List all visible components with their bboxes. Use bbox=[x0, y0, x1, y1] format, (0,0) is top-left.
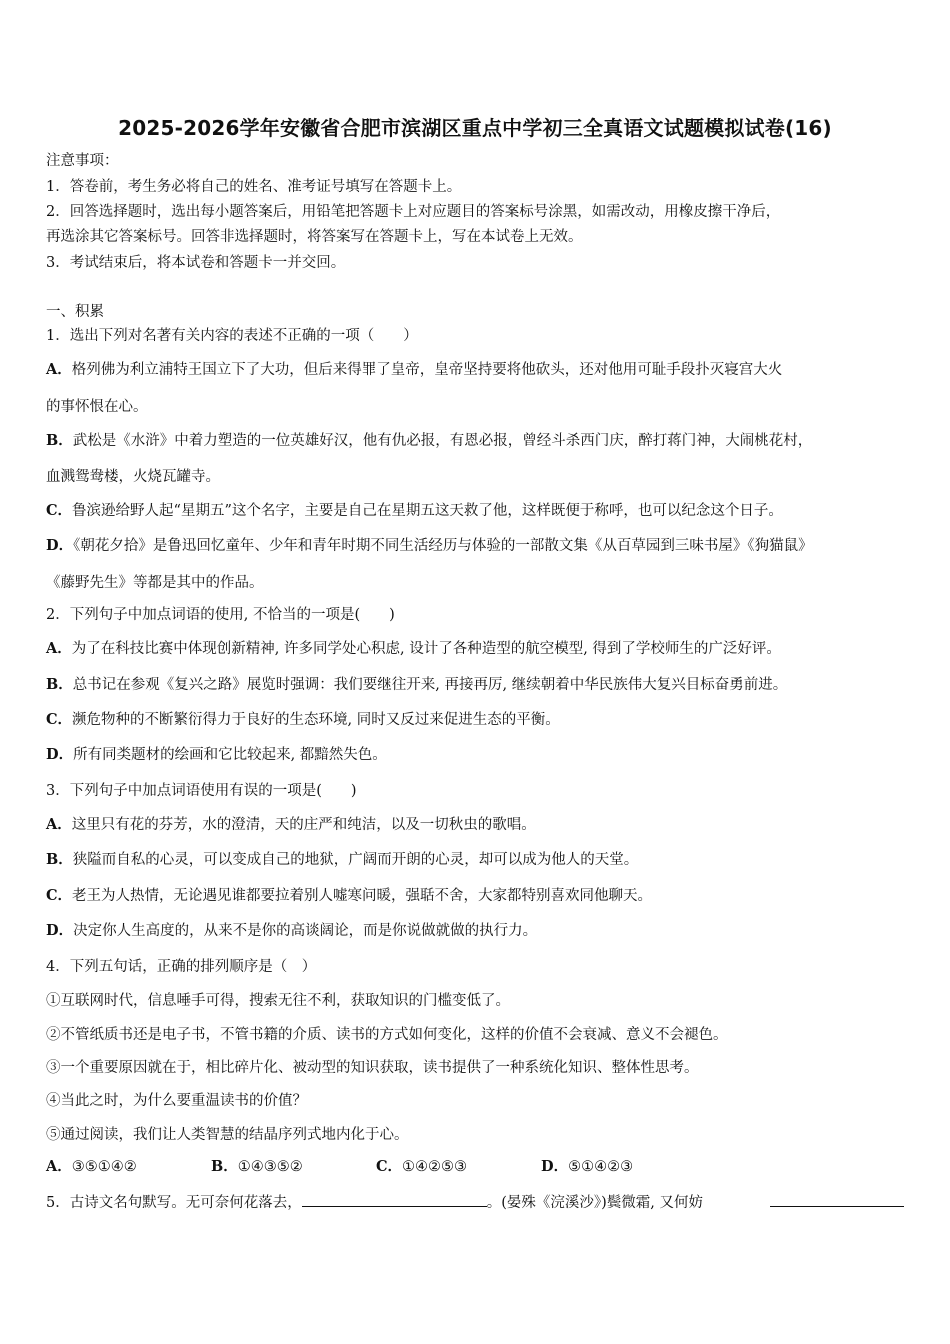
q5-text-part2: 。(晏殊《浣溪沙》)鬓微霜, 又何妨 bbox=[486, 1195, 704, 1211]
option-label: D． bbox=[46, 537, 74, 554]
q1-stem: 1．选出下列对名著有关内容的表述不正确的一项（ ） bbox=[46, 328, 418, 344]
option-text: 格列佛为利立浦特王国立下了大功，但后来得罪了皇帝，皇帝坚持要将他砍头，还对他用可耻手段扑灭寝宫大火 bbox=[71, 362, 783, 378]
q1-option-d bbox=[46, 536, 813, 556]
option-text: 武松是《水浒》中着力塑造的一位英雄好汉，他有仇必报，有恩必报，曾经斗杀西门庆，醉打蒋门神，大闹桃花村， bbox=[72, 433, 813, 449]
option-text: 濒危物种的不断繁衍得力于良好的生态环境, 同时又反过来促进生态的平衡。 bbox=[72, 712, 560, 728]
q1-option-b bbox=[46, 431, 812, 451]
answer-blank-1 bbox=[302, 1192, 487, 1207]
option-text: ①④②⑤③ bbox=[402, 1159, 468, 1175]
option-label: C． bbox=[46, 711, 73, 728]
option-label: A． bbox=[46, 1158, 72, 1175]
q1-option-b-cont: 血溅鸳鸯楼，火烧瓦罐寺。 bbox=[46, 469, 220, 485]
section-heading: 一、积累 bbox=[46, 304, 104, 320]
notice-item-2-cont: 再选涂其它答案标号。回答非选择题时，将答案写在答题卡上，写在本试卷上无效。 bbox=[46, 229, 583, 245]
option-label: C． bbox=[376, 1158, 403, 1175]
q4-sentence-2: ②不管纸质书还是电子书，不管书籍的介质、读书的方式如何变化，这样的价值不会衰减、意义不会褪色。 bbox=[46, 1027, 728, 1043]
option-label: D． bbox=[46, 922, 74, 939]
q4-stem: 4．下列五句话，正确的排列顺序是（ ） bbox=[46, 959, 317, 975]
option-text: 总书记在参观《复兴之路》展览时强调：我们要继往开来, 再接再厉, 继续朝着中华民族伟大复兴目标奋勇前进。 bbox=[72, 677, 788, 693]
page-title: 2025-2026学年安徽省合肥市滨湖区重点中学初三全真语文试题模拟试卷(16) bbox=[118, 116, 832, 140]
option-label: B． bbox=[46, 432, 73, 449]
option-label: B． bbox=[211, 1158, 238, 1175]
q4-sentence-1: ①互联网时代，信息唾手可得，搜索无往不利，获取知识的门槛变低了。 bbox=[46, 993, 510, 1009]
q4-option-d bbox=[541, 1157, 633, 1177]
notice-item-2: 2．回答选择题时，选出每小题答案后，用铅笔把答题卡上对应题目的答案标号涂黑，如需改动，用橡皮擦干净后， bbox=[46, 204, 781, 220]
q2-option-d bbox=[46, 745, 387, 765]
q3-option-b bbox=[46, 850, 638, 870]
q3-option-a bbox=[46, 815, 536, 835]
option-text: 鲁滨逊给野人起“星期五”这个名字，主要是自己在星期五这天救了他，这样既便于称呼，也可以纪念这个日子。 bbox=[72, 503, 783, 519]
q2-stem: 2．下列句子中加点词语的使用, 不恰当的一项是( ) bbox=[46, 607, 395, 623]
q3-option-d bbox=[46, 921, 537, 941]
q1-option-d-cont: 《藤野先生》等都是其中的作品。 bbox=[46, 575, 264, 591]
q2-option-c bbox=[46, 710, 560, 730]
option-label: A． bbox=[46, 640, 72, 657]
option-text: ③⑤①④② bbox=[71, 1159, 137, 1175]
option-label: A． bbox=[46, 816, 72, 833]
q4-option-b bbox=[211, 1157, 376, 1177]
option-text: 这里只有花的芬芳，水的澄清，天的庄严和纯洁，以及一切秋虫的歌唱。 bbox=[71, 817, 536, 833]
option-label: C． bbox=[46, 887, 73, 904]
q4-sentence-4: ④当此之时，为什么要重温读书的价值？ bbox=[46, 1093, 307, 1109]
q4-sentence-5: ⑤通过阅读，我们让人类智慧的结晶序列式地内化于心。 bbox=[46, 1127, 409, 1143]
q1-option-a bbox=[46, 360, 782, 380]
notice-heading: 注意事项： bbox=[46, 153, 119, 169]
q4-sentence-3: ③一个重要原因就在于，相比碎片化、被动型的知识获取，读书提供了一种系统化知识、整体性思考。 bbox=[46, 1060, 699, 1076]
notice-item-3: 3．考试结束后，将本试卷和答题卡一并交回。 bbox=[46, 255, 346, 271]
option-text: ⑤①④②③ bbox=[568, 1159, 634, 1175]
q1-option-c bbox=[46, 501, 783, 521]
option-text: 所有同类题材的绘画和它比较起来, 都黯然失色。 bbox=[73, 747, 387, 763]
option-text: 老王为人热情，无论遇见谁都要拉着别人嘘寒问暖，强聒不舍，大家都特别喜欢同他聊天。 bbox=[72, 888, 653, 904]
option-label: A． bbox=[46, 361, 72, 378]
q4-option-a bbox=[46, 1157, 211, 1177]
answer-blank-2 bbox=[770, 1206, 904, 1207]
option-label: B． bbox=[46, 676, 73, 693]
q3-option-c bbox=[46, 886, 652, 906]
option-label: B． bbox=[46, 851, 73, 868]
option-label: D． bbox=[541, 1158, 569, 1175]
q5-stem bbox=[46, 1192, 703, 1213]
notice-item-1: 1．答卷前，考生务必将自己的姓名、准考证号填写在答题卡上。 bbox=[46, 179, 462, 195]
option-label: C． bbox=[46, 502, 73, 519]
q5-text-part1: 5．古诗文名句默写。无可奈何花落去， bbox=[46, 1195, 302, 1211]
option-text: ①④③⑤② bbox=[237, 1159, 303, 1175]
option-text: 《朝花夕拾》是鲁迅回忆童年、少年和青年时期不同生活经历与体验的一部散文集《从百草园到三味书屋》《狗猫鼠》 bbox=[73, 538, 813, 554]
option-text: 决定你人生高度的，从来不是你的高谈阔论，而是你说做就做的执行力。 bbox=[73, 923, 538, 939]
q3-stem: 3．下列句子中加点词语使用有误的一项是( ) bbox=[46, 783, 357, 799]
q4-option-c bbox=[376, 1157, 541, 1177]
q2-option-b bbox=[46, 675, 787, 695]
option-label: D． bbox=[46, 746, 74, 763]
option-text: 狭隘而自私的心灵，可以变成自己的地狱，广阔而开朗的心灵，却可以成为他人的天堂。 bbox=[72, 852, 639, 868]
q4-options bbox=[46, 1157, 633, 1177]
q2-option-a bbox=[46, 639, 781, 659]
q1-option-a-cont: 的事怀恨在心。 bbox=[46, 399, 148, 415]
option-text: 为了在科技比赛中体现创新精神, 许多同学处心积虑, 设计了各种造型的航空模型, 得到了学校师生的广泛好评。 bbox=[71, 641, 781, 657]
